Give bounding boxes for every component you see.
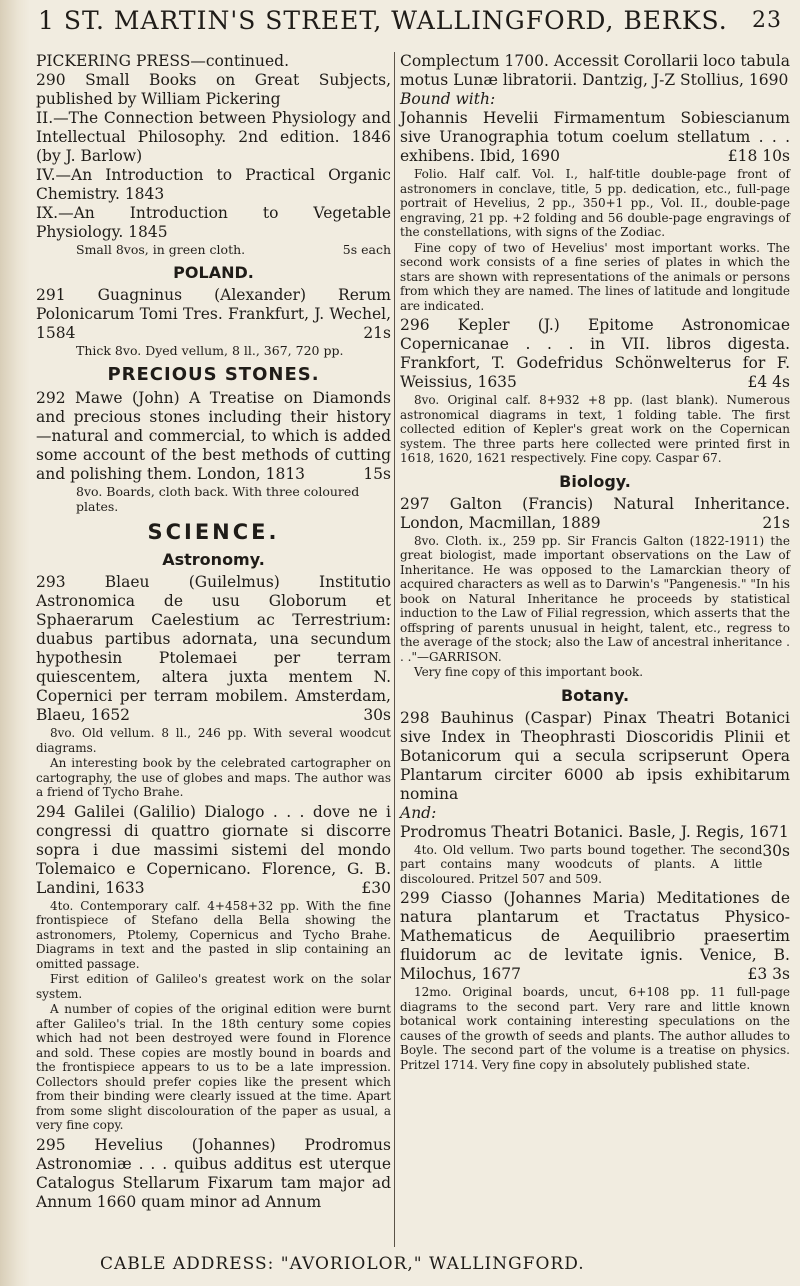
- entry-290-description: Small 8vos, in green cloth. 5s each: [76, 242, 391, 257]
- entry-290-price: 5s each: [342, 242, 391, 257]
- page-footer: CABLE ADDRESS: "AVORIOLOR," WALLINGFORD.: [100, 1254, 585, 1274]
- right-column: [400, 52, 790, 1075]
- entry-295-note: Fine copy of two of Hevelius' most important works. The second work consists of a fine series of plates in which the stars are shown with representations of the animals or persons from which they are named. The lines of latitude and longitude are indicated.: [400, 240, 790, 313]
- entry-290-part-ix: IX.—An Introduction to Vegetable Physiology. 1845: [36, 204, 391, 241]
- entry-299-title: 299 Ciasso (Johannes Maria) Meditationes de natura plantarum et Tractatus Physico-Mathematicus de Aequilibrio praesertim fluidorum ac de levitate ignis. Venice, B. Milochus, 1677 £3 3s: [400, 889, 790, 983]
- page-header: [28, 6, 790, 44]
- entry-298-description: 4to. Old vellum. Two parts bound together. The second part contains many woodcuts of plants. A little discoloured. Pritzel 507 and 509.: [400, 842, 763, 886]
- entry-294: [36, 803, 391, 1133]
- entry-297-description: 8vo. Cloth. ix., 259 pp. Sir Francis Galton (1822-1911) the great biologist, made important observations on the Law of Inheritance. He was opposed to the Lamarckian theory of acquired characters as well as to Darwin's "Pangenesis." "In his book on Natural Inheritance he proceeds by statistical induction to the Law of Filial regression, which asserts that the offspring of parents unusual in height, talent, etc., regress to the average of the stock; also the Law of ancestral inheritance . . ."—GARRISON.: [400, 533, 790, 664]
- section-botany: Botany.: [560, 685, 630, 705]
- entry-299-price: £3 3s: [747, 965, 790, 983]
- entry-291-price: 21s: [363, 324, 391, 342]
- entry-294-history: A number of copies of the original edition were burnt after Galileo's trial. In the 18th century some copies which had not been destroyed were found in Florence and sold. These copies are mostly bound in boards and the frontispiece appears to us to be a late impression. Collectors should prefer copies like the present which from their binding were clearly issued at the time. Apart from some slight discolouration of the paper as usual, a very fine copy.: [36, 1002, 391, 1132]
- entry-294-price: £30: [361, 878, 391, 897]
- entry-298-and: And:: [400, 803, 437, 822]
- entry-298: [400, 709, 790, 887]
- entry-295-title: 295 Hevelius (Johannes) Prodromus Astronomiæ . . . quibus additus est uterque Catalogus Stellarum Fixarum tam major ad Annum 1660 quam minor ad Annum: [36, 1135, 391, 1211]
- left-column: [36, 52, 391, 1215]
- page-number: 23: [752, 8, 782, 33]
- entry-292-title: 292 Mawe (John) A Treatise on Diamonds and precious stones including their history —natural and commercial, to which is added some account of the best methods of cutting and polishing them. London, 1813 15s: [36, 389, 391, 483]
- entry-295-second-title: Johannis Hevelii Firmamentum Sobiescianum sive Uranographia totum coelum stellatum . . . exhibens. Ibid, 1690 £18 10s: [400, 109, 790, 165]
- entry-294-description: 4to. Contemporary calf. 4+458+32 pp. With the fine frontispiece of Stefano della Bella showing the astronomers, Ptolemy, Copernicus and Tycho Brahe. Diagrams in text and the pasted in slip containing an omitted passage.: [36, 898, 391, 971]
- entry-299: [400, 889, 790, 1072]
- entry-297-note: Very fine copy of this important book.: [414, 665, 644, 679]
- entry-293-price: 30s: [363, 706, 391, 724]
- entry-297: [400, 495, 790, 680]
- entry-297-title: 297 Galton (Francis) Natural Inheritance. London, Macmillan, 1889 21s: [400, 494, 790, 532]
- column-divider: [394, 52, 395, 1247]
- entry-295-continued: [400, 52, 790, 313]
- entry-292-description: 8vo. Boards, cloth back. With three coloured plates.: [76, 484, 360, 514]
- entry-299-description: 12mo. Original boards, uncut, 6+108 pp. 11 full-page diagrams to the second part. Very rare and little known botanical work containing interesting speculations on the causes of the growth of seeds and plants. The author alludes to Boyle. The second part of the volume is a treatise on physics. Pritzel 1714. Very fine copy in absolutely published state.: [400, 985, 790, 1072]
- entry-292-price: 15s: [363, 465, 391, 483]
- entry-296-price: £4 4s: [747, 373, 790, 391]
- entry-290-part-iv: IV.—An Introduction to Practical Organic Chemistry. 1843: [36, 166, 391, 203]
- entry-295-price: £18 10s: [727, 147, 790, 165]
- section-science: SCIENCE.: [147, 520, 280, 544]
- entry-297-price: 21s: [762, 513, 790, 532]
- entry-290-title: 290 Small Books on Great Subjects, published by William Pickering: [36, 71, 391, 108]
- entry-290-part-ii: II.—The Connection between Physiology and Intellectual Philosophy. 2nd edition. 1846 (by J. Barlow): [36, 109, 391, 165]
- entry-295: [36, 1136, 391, 1212]
- entry-298-price: 30s: [762, 841, 790, 860]
- entry-298-title: 298 Bauhinus (Caspar) Pinax Theatri Botanici sive Index in Theophrasti Dioscoridis Plinii et Botanicorum qui a secula scripserunt Opera Plantarum circiter 6000 ab ipsis exhibitarum nomina: [400, 708, 790, 803]
- entry-293: [36, 573, 391, 800]
- entry-293-note: An interesting book by the celebrated cartographer on cartography, the use of globes and maps. The author was a friend of Tycho Brahe.: [36, 756, 391, 799]
- section-precious-stones: PRECIOUS STONES.: [107, 364, 320, 385]
- entry-295-description: Folio. Half calf. Vol. I., half-title double-page front of astronomers in conclave, title, 5 pp. dedication, etc., full-page portrait of Hevelius, 2 pp., 350+1 pp., Vol. II., double-page engraving, 21 pp. +2 folding and 56 double-page engravings of the constellations, with signs of the Zodiac.: [400, 167, 790, 239]
- header-address: 1 ST. MARTIN'S STREET, WALLINGFORD, BERKS.: [38, 6, 728, 35]
- entry-291-title: 291 Guagninus (Alexander) Rerum Polonicarum Tomi Tres. Frankfurt, J. Wechel, 1584 21s: [36, 286, 391, 342]
- section-poland: POLAND.: [173, 263, 254, 282]
- entry-296-description: 8vo. Original calf. 8+932 +8 pp. (last blank). Numerous astronomical diagrams in text, 1 folding table. The first collected edition of Kepler's great work on the Copernican system. The three parts here collected were printed first in 1618, 1620, 1621 respectively. Fine copy. Caspar 67.: [400, 393, 790, 465]
- entry-296-title: 296 Kepler (J.) Epitome Astronomicae Copernicanae . . . in VII. libros digesta. Frankfort, T. Godefridus Schönwelterus for F. Weissius, 1635 £4 4s: [400, 316, 790, 391]
- entry-298-second-title: Prodromus Theatri Botanici. Basle, J. Regis, 1671 30s: [400, 822, 790, 860]
- entry-293-description: 8vo. Old vellum. 8 ll., 246 pp. With several woodcut diagrams.: [36, 726, 391, 755]
- entry-294-note: First edition of Galileo's greatest work on the solar system.: [36, 972, 391, 1001]
- section-astronomy: Astronomy.: [162, 550, 265, 569]
- section-biology: Biology.: [559, 471, 631, 491]
- entry-291: [36, 286, 391, 358]
- section-intro: PICKERING PRESS—continued.: [36, 52, 290, 70]
- page-edge-shadow: [0, 0, 30, 1286]
- entry-290: [36, 71, 391, 257]
- entry-293-title: 293 Blaeu (Guilelmus) Institutio Astronomica de usu Globorum et Sphaerarum Caelestium ac Terrestrium: duabus partibus adornata, una secundum hypothesin Ptolemaei per terram quiescentem, altera juxta mentem N. Copernici per terram mobilem. Amsterdam, Blaeu, 1652 30s: [36, 573, 391, 724]
- entry-294-title: 294 Galilei (Galilio) Dialogo . . . dove ne i congressi di quattro giornate si discorre sopra i due massimi sistemi del mondo Tolemaico e Copernicano. Florence, G. B. Landini, 1633 £30: [36, 802, 391, 897]
- entry-292: [36, 389, 391, 514]
- entry-295-bound-with: Bound with:: [400, 90, 496, 108]
- entry-291-description: Thick 8vo. Dyed vellum, 8 ll., 367, 720 pp.: [76, 343, 344, 358]
- entry-296: [400, 316, 790, 466]
- entry-295-title-cont: Complectum 1700. Accessit Corollarii loco tabula motus Lunæ libratorii. Dantzig, J-Z Stollius, 1690: [400, 52, 790, 89]
